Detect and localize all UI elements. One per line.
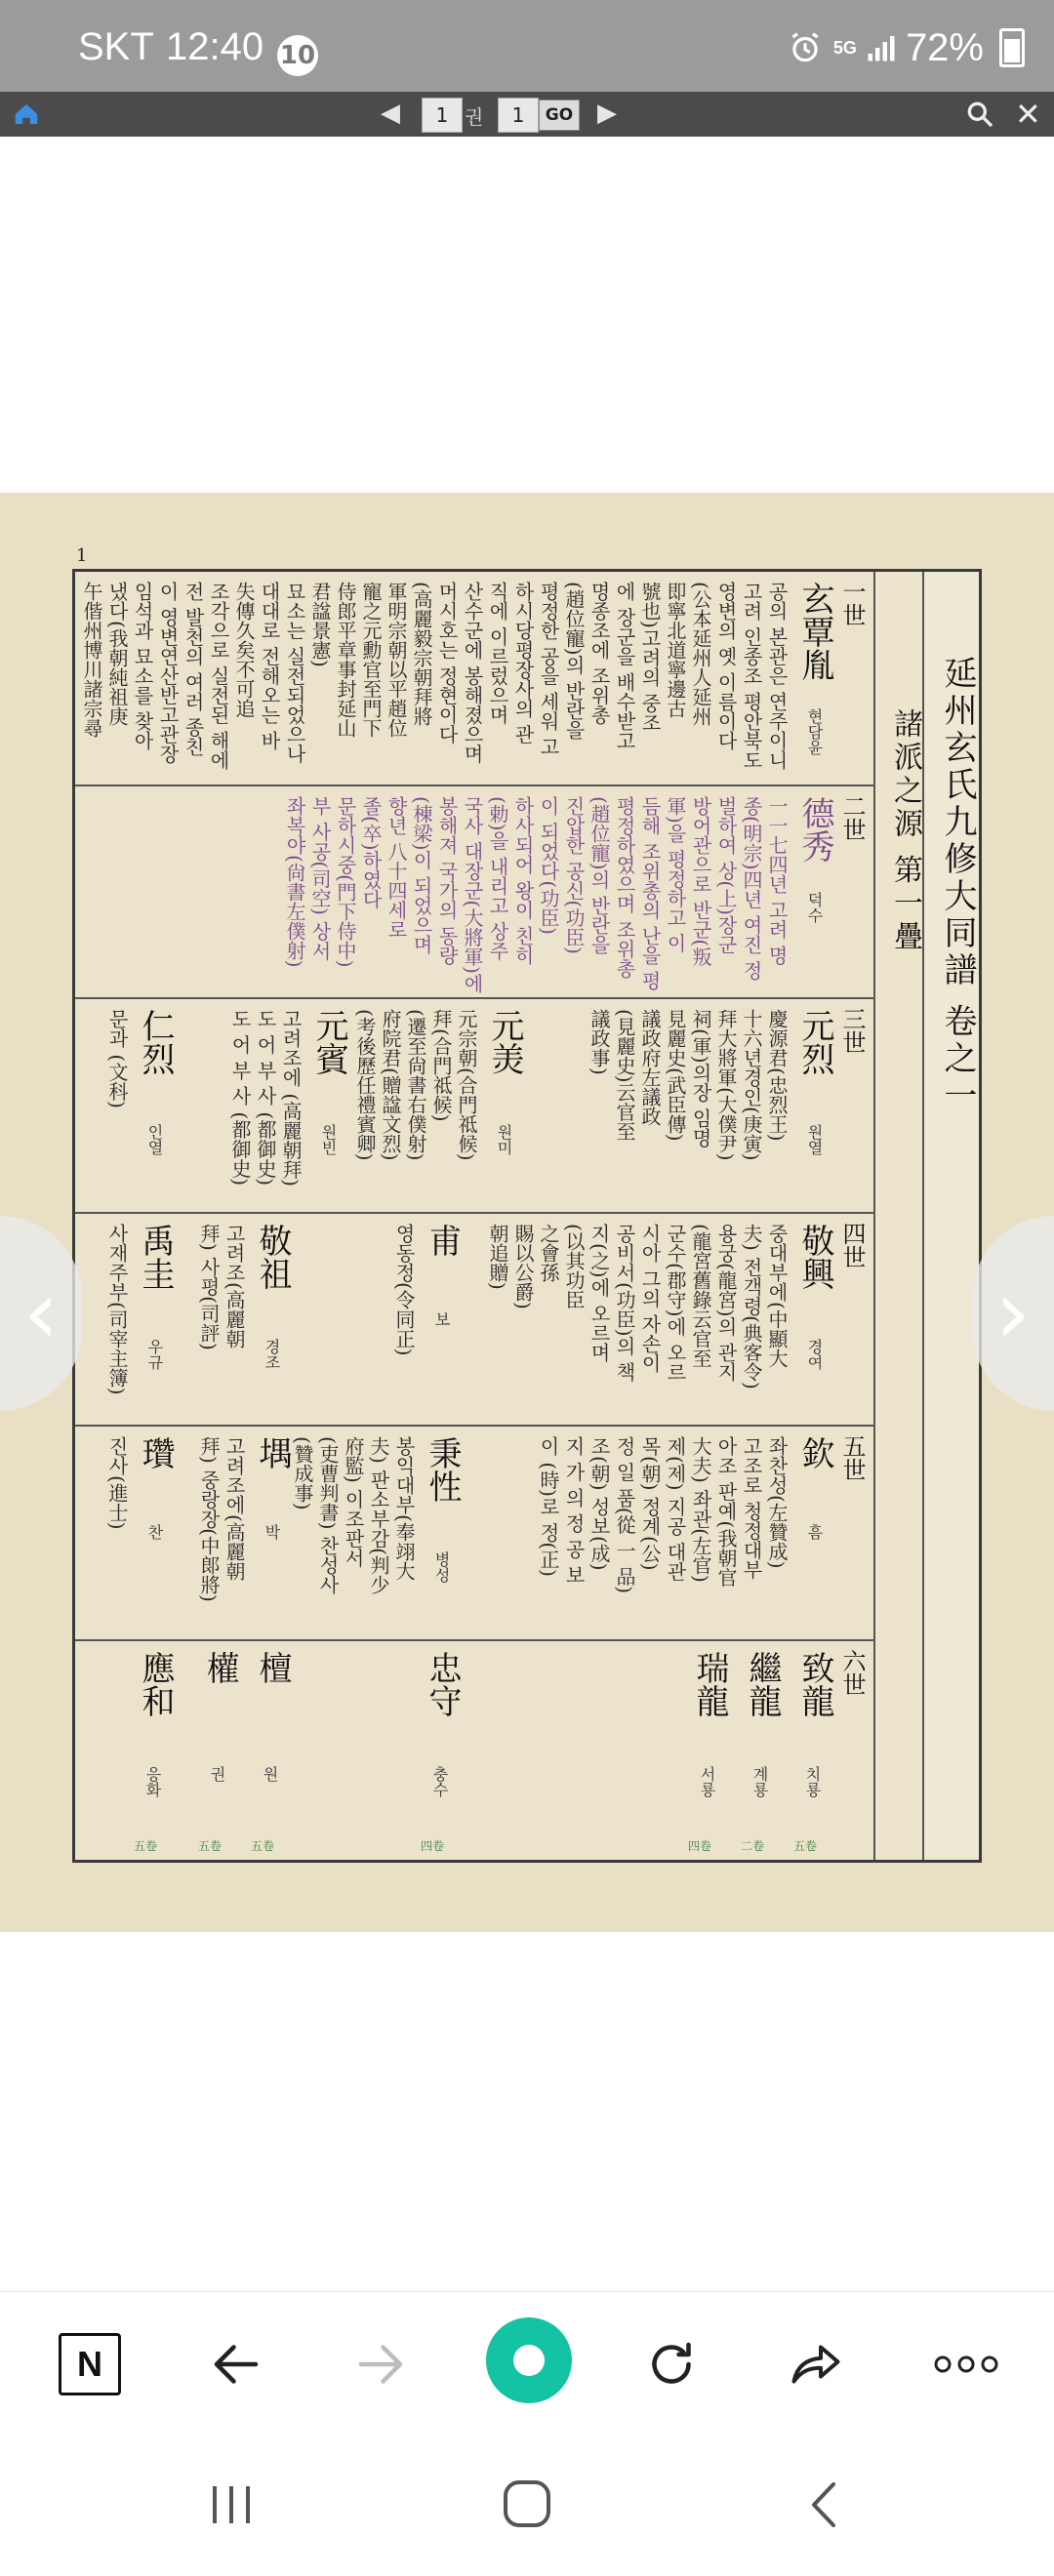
biography-line: 하시당평장사의 관 [511,582,535,745]
person-name: 欽 [795,1436,834,1469]
biography-line: (吏曹判書) 찬성사 [316,1436,340,1594]
volume-reference: 四卷 [688,1839,712,1853]
person-name-hangul: 원열 [805,1124,824,1155]
browser-toolbar [0,2291,1054,2435]
system-navigation-bar [0,2434,1054,2576]
biography-line: 지(之)에 오르며 [588,1224,611,1362]
previous-page-arrow[interactable]: ‹ [0,1216,82,1411]
biography-line: 향년 八十四세로 [385,796,408,940]
person-name-hangul: 경여 [805,1339,824,1370]
signal-icon [867,32,896,63]
person-name: 檀 [253,1651,292,1684]
biography-line: 軍)을 평정하고 이 [664,796,687,953]
refresh-icon [642,2335,701,2394]
biography-line: 전 발천의 여러 종친 [182,582,205,757]
biography-line: 묘소는 실전되었으나 [283,582,306,764]
biography-line: (棟梁)이 되었으며 [410,796,433,954]
person-name: 堣 [253,1436,292,1469]
green-dot-icon [484,2315,574,2405]
biography-line: 이 (時)로 정(正) [537,1436,560,1577]
genealogy-table [72,569,982,1863]
person-name-hangul: 원 [261,1766,279,1782]
person-name: 甫 [423,1224,462,1257]
person-name-hangul: 병성 [432,1551,451,1583]
biography-line: 議政府左議政 [638,1009,662,1126]
biography-line: 산수군에 봉해졌으며 [461,582,484,764]
person-name-hangul: 보 [432,1311,451,1327]
biography-line: 고조로 청정대부 [740,1436,763,1580]
person-name: 仁烈 [136,1009,175,1075]
biography-line: 조(朝) 성보(成) [588,1436,611,1571]
biography-line: 軍明宗朝以平趙位 [385,582,408,738]
person-name-hangul: 충수 [430,1766,449,1797]
document-title: 延州玄氏九修大同譜 卷之一 [938,656,977,1115]
biography-line: 조각으로 실전된 해에 [207,582,230,770]
biography-line: 진압한 공신(功臣) [562,796,586,954]
biography-line: 元宗朝(合門祗候) [455,1009,478,1161]
biography-line: 號也)고려의 중조 [638,582,662,733]
biography-line: 即寧北道寧邊古 [664,582,687,718]
biography-line: 하사되어 왕이 친히 [511,796,535,965]
biography-line: 拜) 중랑장(中郞將) [197,1436,221,1602]
biography-line: 아조 판예(我朝官 [714,1436,738,1588]
biography-line: 공의 본관은 연주이니 [765,582,789,770]
biography-line: 공비서(功臣)의 책 [613,1224,636,1382]
biography-line: 之會孫 [537,1224,560,1282]
person-name: 元賓 [309,1009,348,1075]
biography-line: 졸(卒)하였다 [359,796,383,909]
biography-line: 拜) 사평(司評) [197,1224,221,1350]
biography-line: 문과 (文科) [105,1009,129,1108]
biography-line: 寵之元勳官至門下 [359,582,383,738]
volume-reference: 五卷 [793,1839,818,1853]
arrow-right-icon [351,2335,410,2394]
carrier-label: SKT [78,25,154,68]
generation-row-6 [75,1641,873,1860]
person-name-hangul: 원미 [495,1124,513,1155]
biography-line: 도 어 부 사 (都御史) [254,1009,277,1187]
biography-line: 봉익대부(奉翊大 [392,1436,416,1581]
biography-line: (勅)을 내리고 상주 [486,796,509,961]
more-dots-icon [931,2350,1001,2379]
biography-line: 사재주부(司宰主簿) [105,1224,129,1395]
biography-line: 府院君(贈諡文烈) [379,1009,402,1161]
person-name-hangul: 서룡 [698,1766,716,1797]
biography-line: 방어관으로 반군(叛 [689,796,712,967]
notification-count-badge: 10 [277,35,318,76]
biography-line: 고려 인종조 평안북도 [740,582,763,770]
person-name-hangul: 현담윤 [805,708,824,755]
person-name: 應和 [136,1651,175,1717]
biography-line: 見麗史(武臣傳) [664,1009,687,1142]
title-column [922,572,979,1860]
biography-line: (考後歷任禮賓卿) [353,1009,377,1161]
generation-row-4 [75,1214,873,1427]
biography-line: 賜以公爵) [511,1224,535,1309]
genealogy-page [0,493,1054,1932]
next-page-arrow[interactable]: › [972,1216,1054,1411]
biography-line: 영동정(令同正) [392,1224,416,1356]
biography-line: 군수(郡守)에 오르 [664,1224,687,1382]
volume-reference: 五卷 [251,1839,275,1853]
person-name-hangul: 우규 [145,1339,164,1370]
subtitle-column [873,572,922,1860]
search-icon[interactable] [964,99,995,130]
more-button[interactable] [927,2325,1005,2403]
prev-page-button[interactable]: ◀ [381,99,400,128]
person-name: 忠守 [423,1651,462,1717]
person-name: 禹圭 [136,1224,175,1290]
biography-line: 국사 대장군(大將軍)에 [461,796,484,993]
status-bar [0,0,1054,92]
person-name-hangul: 경조 [263,1339,281,1370]
back-button[interactable] [197,2325,275,2403]
viewer-toolbar [0,92,1054,137]
naver-logo-icon: N [59,2333,121,2395]
generation-row-2 [75,786,873,999]
biography-line: 府監) 이조판서 [342,1436,365,1568]
biography-line: 夫) 전객령(典客令) [740,1224,763,1389]
person-name-hangul: 치룡 [803,1766,822,1797]
biography-line: 냈다(我朝純祖庚 [105,582,129,726]
person-name: 敬祖 [253,1224,292,1290]
status-icons [787,23,1025,72]
biography-line: 문하시중(門下侍中) [334,796,357,968]
biography-line: 대대로 전해오는 바 [258,582,281,750]
biography-line: 朝追贈) [486,1224,509,1290]
biography-line: 이 영변연산반고관장 [156,582,180,764]
biography-line: 평정하였으며 조위총 [613,796,636,979]
biography-line: 이 되었다(功臣) [537,796,560,935]
recent-apps-icon[interactable] [207,2482,256,2527]
biography-line: (高麗毅宗朝拜將 [410,582,433,726]
biography-line: 봉해져 국가의 동량 [435,796,459,965]
person-name: 瑞龍 [690,1651,729,1717]
person-name: 德秀 [795,796,834,863]
person-name: 秉性 [423,1436,462,1503]
biography-line: 도 어 부 사 (都御史) [228,1009,252,1187]
biography-line: (遷至尙書右僕射) [404,1009,427,1161]
generation-row-5 [75,1427,873,1641]
person-name-hangul: 박 [263,1524,281,1540]
battery-icon [999,28,1025,67]
biography-line: 부 사공(司空) 상서 [308,796,332,961]
generation-label: 六世 [838,1649,866,1696]
biography-line: 직에 이르렀으며 [486,582,509,725]
biography-line: 종(明宗)四년 여진 정 [740,796,763,981]
biography-line: 慶源君(忠烈王) [765,1009,789,1142]
biography-line: 중대부에(中顯大 [765,1224,789,1368]
person-name: 元烈 [795,1009,834,1075]
biography-line: 고려조에 (高麗朝拜) [279,1009,303,1187]
home-button-icon[interactable] [502,2478,552,2529]
person-name: 繼龍 [743,1651,782,1717]
alarm-icon [787,29,824,66]
person-name-hangul: 흠 [805,1524,824,1540]
forward-button[interactable] [342,2325,420,2403]
generation-label: 三世 [838,1007,866,1054]
biography-line: 君諡景憲) [308,582,332,667]
next-page-button[interactable]: ▶ [597,99,617,128]
volume-reference: 二卷 [741,1839,765,1853]
person-name-hangul: 찬 [145,1524,164,1540]
biography-line: 제(제) 지공 대관 [664,1436,687,1582]
person-name: 致龍 [795,1651,834,1717]
page-input[interactable]: 1 [498,98,539,133]
person-name-hangul: 덕수 [805,892,824,923]
biography-line: 벌하여 상(上)장군 [714,796,738,954]
close-icon[interactable]: ✕ [1015,96,1041,133]
biography-line: 十六년경인(庚寅) [740,1009,763,1161]
network-type-label: 5G [832,37,857,58]
generation-row-1 [75,572,873,786]
biography-line: 拜(合門祗候) [429,1009,453,1122]
biography-line: 영변의 옛 이름이다 [714,582,738,750]
reload-button[interactable] [632,2325,710,2403]
generation-label: 四世 [838,1222,866,1268]
biography-line: (贊成事) [291,1436,314,1510]
person-name: 瓚 [136,1436,175,1469]
person-name-hangul: 응화 [143,1766,162,1797]
biography-line: 一一七四년 고려 명 [765,796,789,965]
arrow-left-icon [207,2335,265,2394]
biography-line: 명종조에 조위총 [588,582,611,725]
volume-reference: 四卷 [421,1839,445,1853]
biography-line: 議政事) [588,1009,611,1075]
page-number: 1 [76,545,88,566]
biography-line: 고려조에(高麗朝 [223,1436,246,1581]
generation-label: 一世 [838,580,866,626]
clock: 12:40 [166,25,264,68]
go-button[interactable]: GO [539,100,580,131]
share-button[interactable] [777,2325,855,2403]
battery-percent: 72% [905,25,984,69]
person-name: 元羙 [485,1009,524,1075]
generation-label: 二世 [838,794,866,841]
biography-line: 拜大將軍(大僕尹) [714,1009,738,1161]
biography-line: 좌찬성(左贊成) [765,1436,789,1569]
biography-line: 侍郎平章事封延山 [334,582,357,738]
person-name-hangul: 계룡 [750,1766,769,1797]
biography-line: 용궁(龍宮)의 관지 [714,1224,738,1382]
biography-line: 시아 그의 자손이 [638,1224,662,1373]
biography-line: 듬해 조위총의 난을 평 [638,796,662,991]
biography-line: (見麗史)云官至 [613,1009,636,1142]
home-icon[interactable] [12,100,41,129]
biography-line: 진사(進士) [105,1436,129,1530]
biography-line: 임석과 묘소를 찾아 [131,582,154,750]
biography-line: 고려조(高麗朝 [223,1224,246,1348]
person-name-hangul: 권 [208,1766,226,1782]
person-name-hangul: 원빈 [319,1124,338,1155]
document-subtitle: 諸派之源 第一疊 [888,708,922,954]
green-dot-button[interactable] [484,2315,574,2405]
person-name: 權 [200,1651,239,1684]
generation-row-3 [75,999,873,1214]
naver-button[interactable] [51,2325,129,2403]
biography-line: 失傳久矣不可追 [232,582,256,718]
volume-unit-label: 권 [465,105,484,129]
biography-line: 정 일 품(從 一 品) [613,1436,636,1594]
biography-line: (龍宮舊錄云官至 [689,1224,712,1368]
biography-line: 에 장군을 배수받고 [613,582,636,750]
biography-line: (公本延州人延州 [689,582,712,726]
volume-reference: 五卷 [198,1839,223,1853]
volume-reference: 五卷 [134,1839,158,1853]
generation-label: 五世 [838,1434,866,1481]
biography-line: 大夫) 좌관(左官) [689,1436,712,1583]
person-name: 玄覃胤 [795,582,834,681]
biography-line: (以其功臣 [562,1224,586,1309]
volume-input[interactable]: 1 [422,98,463,133]
biography-line: 좌복야(尙書左僕射) [283,796,306,968]
biography-line: 夫) 판소부감(判少 [367,1436,390,1594]
share-arrow-icon [785,2335,847,2394]
biography-line: 지 가 의 정 공 보 [562,1436,586,1585]
back-nav-icon[interactable] [802,2480,845,2529]
biography-line: 목(朝) 정계(公) [638,1436,662,1571]
biography-line: 평정한 공을 세워 고 [537,582,560,757]
biography-line: (趙位寵)의 반란을 [588,796,611,954]
biography-line: 머시호는 정현이다 [435,582,459,745]
person-name-hangul: 인열 [145,1124,164,1155]
person-name: 敬興 [795,1224,834,1290]
biography-line: (趙位寵)의 반란을 [562,582,586,740]
biography-line: 午偕州博川諸宗尋 [80,582,103,738]
biography-line: 祠(軍)의장 임명 [689,1009,712,1147]
generation-rows [75,572,873,1860]
